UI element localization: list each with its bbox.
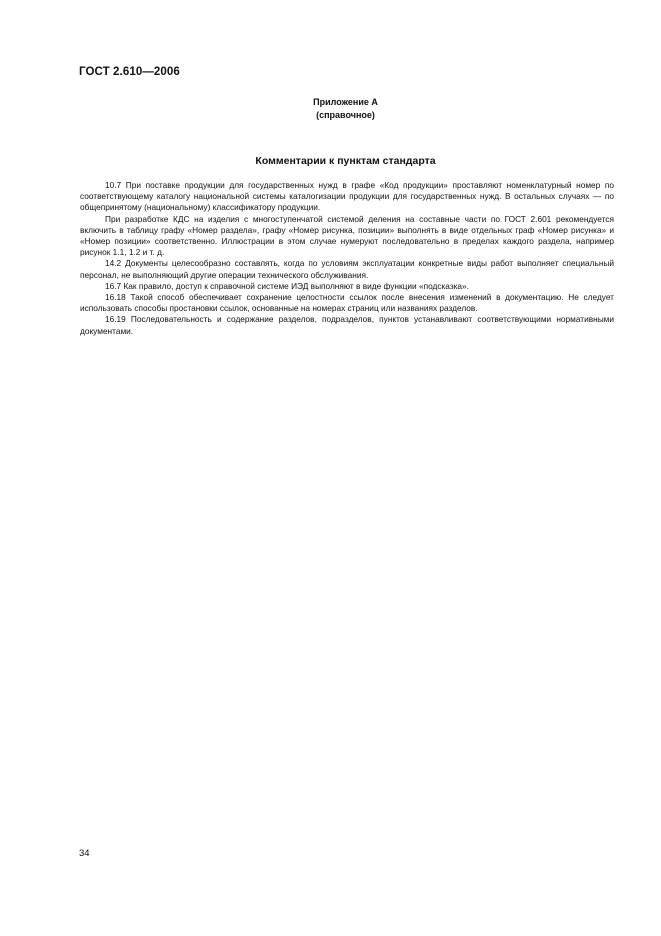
- paragraph-16-18: 16.18 Такой способ обеспечивает сохранение целостности ссылок после внесения изменений в документацию. Не следует использовать способы простановки ссылок, основанные на номерах страниц или названиях разделов.: [80, 292, 614, 314]
- page-number: 34: [79, 848, 90, 859]
- paragraph-16-7: 16.7 Как правило, доступ к справочной системе ИЭД выполняют в виде функции «подсказка».: [105, 280, 469, 291]
- paragraph-16-19: 16.19 Последовательность и содержание разделов, подразделов, пунктов устанавливают соответствующими нормативными документами.: [80, 314, 614, 336]
- paragraph-kds: При разработке КДС на изделия с многоступенчатой системой деления на составные части по ГОСТ 2.601 рекомендуется включить в таблицу графу «Номер раздела», графу «Номер рисунка, позиции» выполнять в виде отдельных граф «Номер рисунка» и «Номер позиции» соответственно. Иллюстрации в этом случае нумеруют последовательно в пределах каждого раздела, например рисунок 1.1, 1.2 и т. д.: [80, 213, 614, 258]
- paragraph-10-7: 10.7 При поставке продукции для государственных нужд в графе «Код продукции» проставляют номенклатурный номер по соответствующему каталогу национальной системы каталогизации продукции для государственных нужд. В остальных случаях — по общепринятому (национальному) классификатору продукции.: [80, 180, 614, 213]
- comments-body: [80, 180, 614, 337]
- appendix-heading: [0, 96, 661, 122]
- document-code: ГОСТ 2.610—2006: [79, 66, 180, 78]
- appendix-title: Приложение А: [313, 97, 378, 107]
- appendix-type: (справочное): [316, 110, 375, 120]
- section-title: Комментарии к пунктам стандарта: [255, 155, 436, 167]
- paragraph-14-2: 14.2 Документы целесообразно составлять, когда по условиям эксплуатации конкретные виды работ выполняет специальный персонал, не выполняющий другие операции технического обслуживания.: [80, 258, 614, 280]
